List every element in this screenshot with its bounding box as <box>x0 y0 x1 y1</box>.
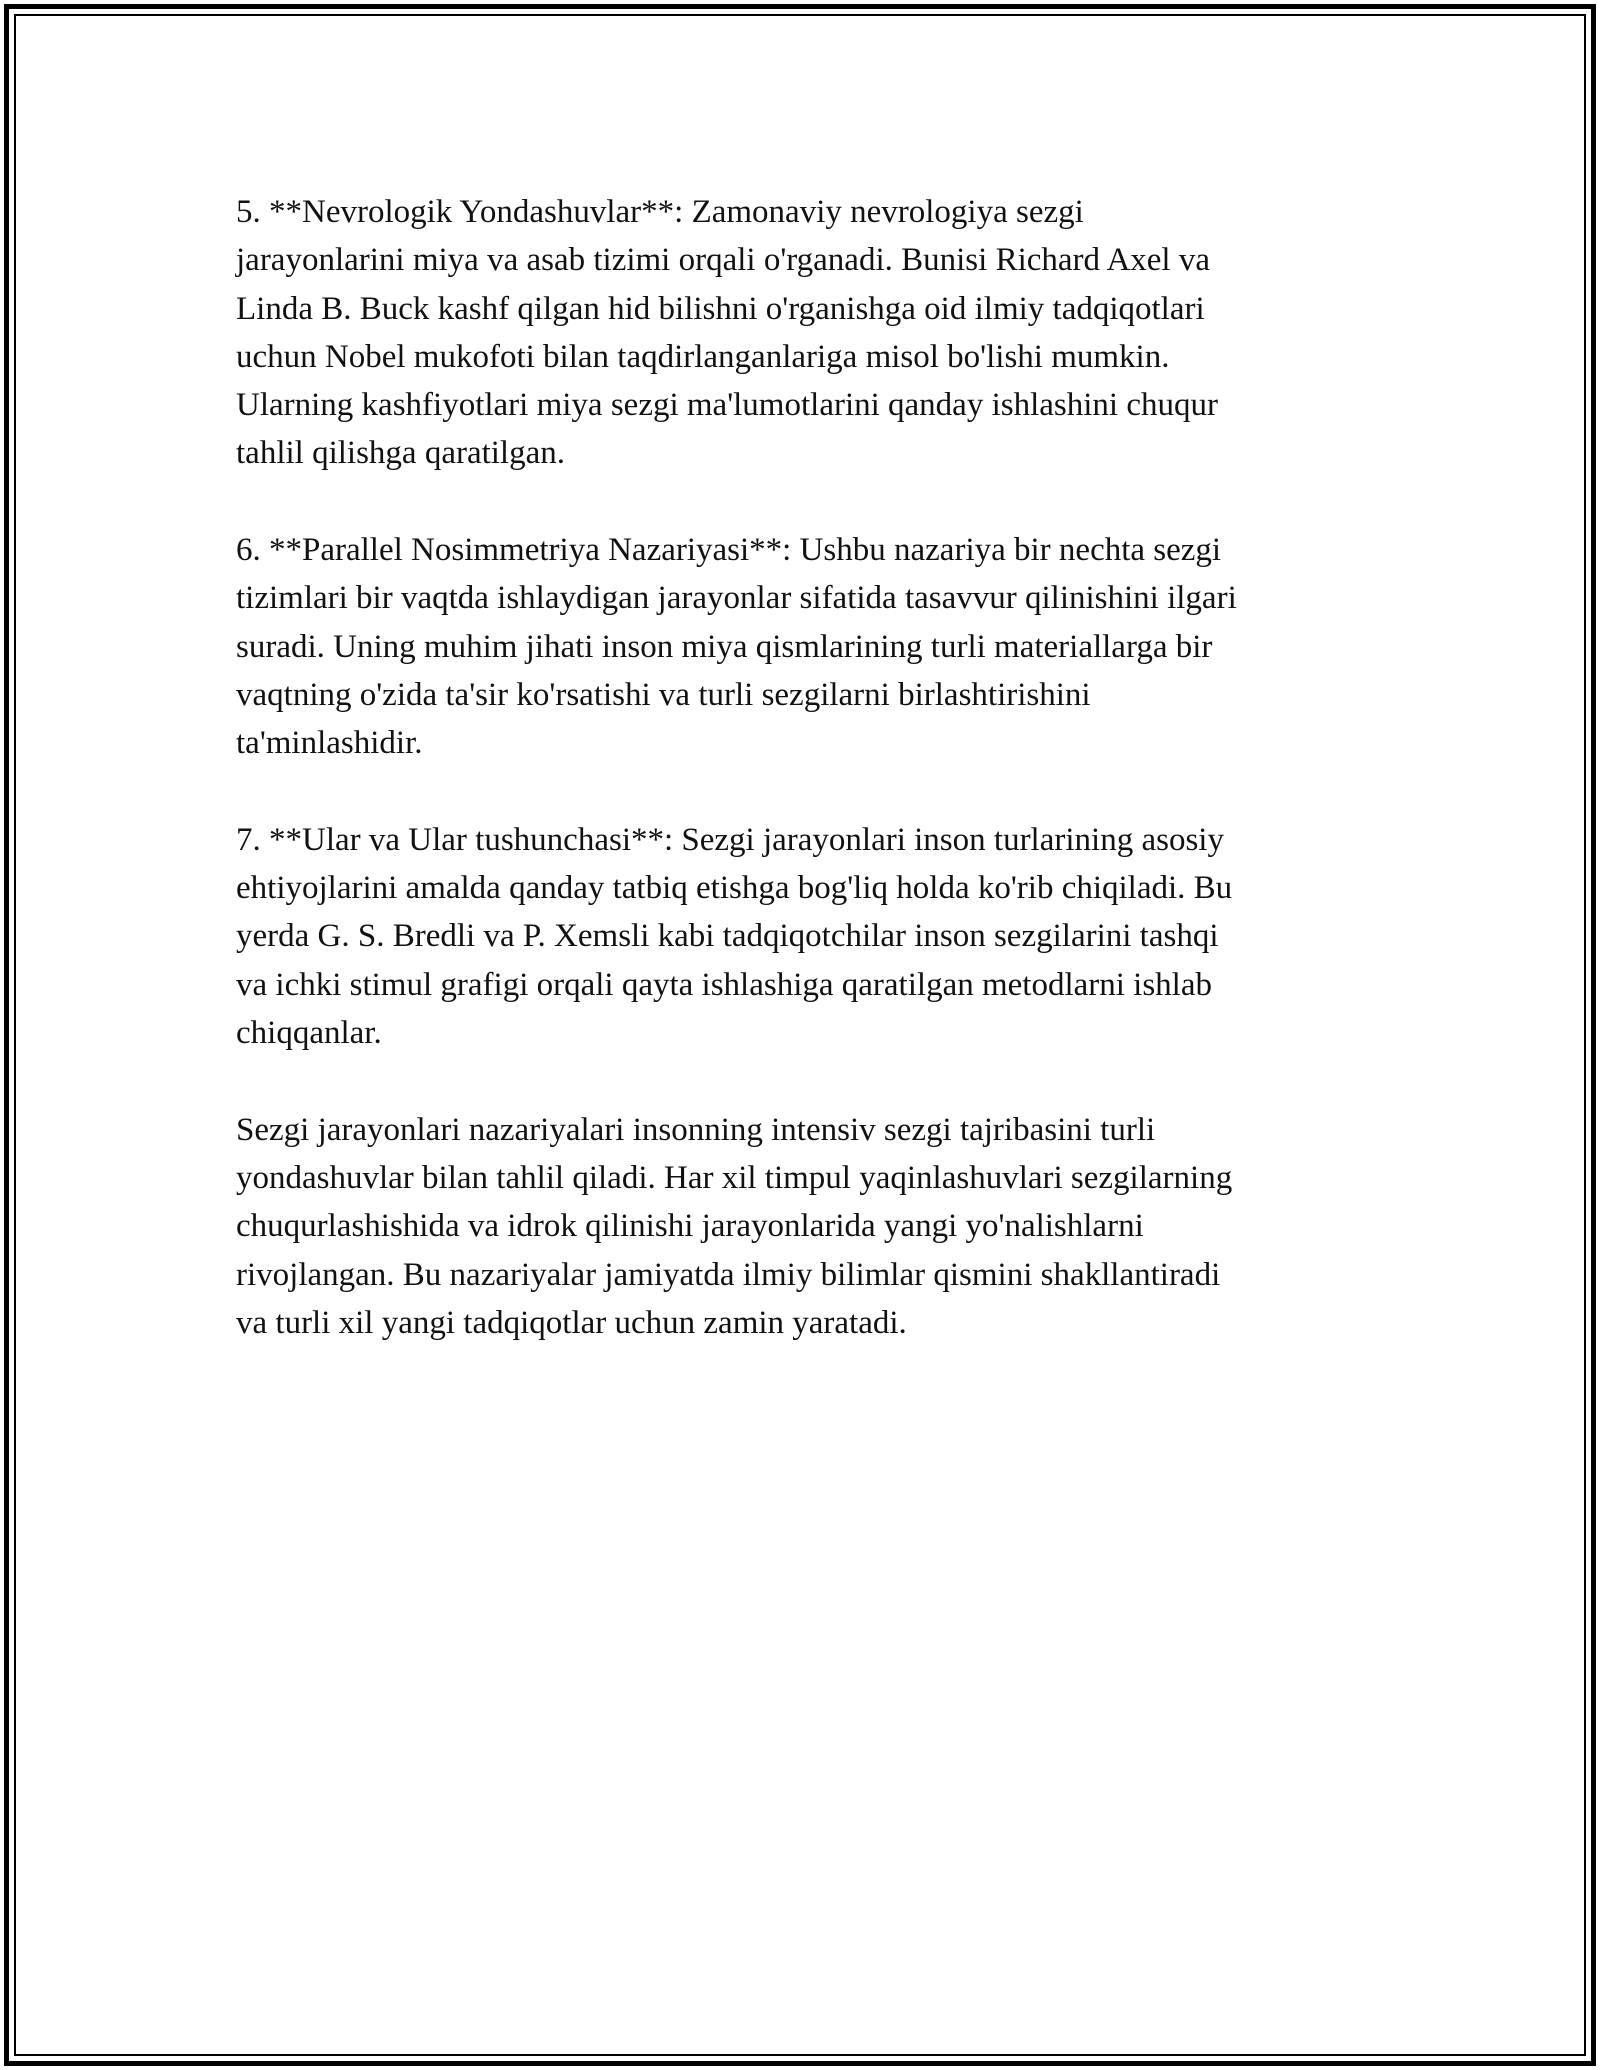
text-line: rivojlangan. Bu nazariyalar jamiyatda ilmiy bilimlar qismini shakllantiradi <box>236 1256 1221 1293</box>
text-line: uchun Nobel mukofoti bilan taqdirlanganlariga misol bo'lishi mumkin. <box>236 338 1170 375</box>
text-line: va ichki stimul grafigi orqali qayta ishlashiga qaratilgan metodlarni ishlab <box>236 966 1212 1003</box>
text-line: chiqqanlar. <box>236 1015 382 1052</box>
text-line: yerda G. S. Bredli va P. Xemsli kabi tadqiqotchilar inson sezgilarini tashqi <box>236 918 1219 955</box>
text-line: suradi. Uning muhim jihati inson miya qismlarining turli materiallarga bir <box>236 628 1213 665</box>
page-content <box>236 188 1360 1395</box>
text-line: 5. **Nevrologik Yondashuvlar**: Zamonaviy nevrologiya sezgi <box>236 194 1084 230</box>
paragraph-conclusion <box>236 1106 1360 1347</box>
text-line: chuqurlashishida va idrok qilinishi jarayonlarida yangi yo'nalishlarni <box>236 1208 1144 1245</box>
text-line: ta'minlashidir. <box>236 725 423 762</box>
text-line: 6. **Parallel Nosimmetriya Nazariyasi**: Ushbu nazariya bir nechta sezgi <box>236 532 1222 569</box>
text-line: vaqtning o'zida ta'sir ko'rsatishi va turli sezgilarni birlashtirishini <box>236 676 1091 713</box>
paragraph-parallel-asymmetry-theory <box>236 526 1360 767</box>
text-line: jarayonlarini miya va asab tizimi orqali o'rganadi. Bunisi Richard Axel va <box>236 242 1210 279</box>
text-line: tizimlari bir vaqtda ishlaydigan jarayonlar sifatida tasavvur qilinishini ilgari <box>236 580 1237 617</box>
text-line: yondashuvlar bilan tahlil qiladi. Har xil timpul yaqinlashuvlari sezgilarning <box>236 1159 1233 1196</box>
text-line: tahlil qilishga qaratilgan. <box>236 435 566 472</box>
text-line: 7. **Ular va Ular tushunchasi**: Sezgi jarayonlari inson turlarining asosiy <box>236 821 1224 858</box>
text-line: Ularning kashfiyotlari miya sezgi ma'lumotlarini qanday ishlashini chuqur <box>236 387 1218 424</box>
text-line: Sezgi jarayonlari nazariyalari insonning intensiv sezgi tajribasini turli <box>236 1111 1156 1148</box>
paragraph-neurological-approaches <box>236 188 1360 478</box>
paragraph-ular-concept <box>236 816 1360 1057</box>
text-line: Linda B. Buck kashf qilgan hid bilishni o'rganishga oid ilmiy tadqiqotlari <box>236 290 1205 327</box>
text-line: va turli xil yangi tadqiqotlar uchun zamin yaratadi. <box>236 1304 907 1341</box>
text-line: ehtiyojlarini amalda qanday tatbiq etishga bog'liq holda ko'rib chiqiladi. Bu <box>236 870 1233 907</box>
